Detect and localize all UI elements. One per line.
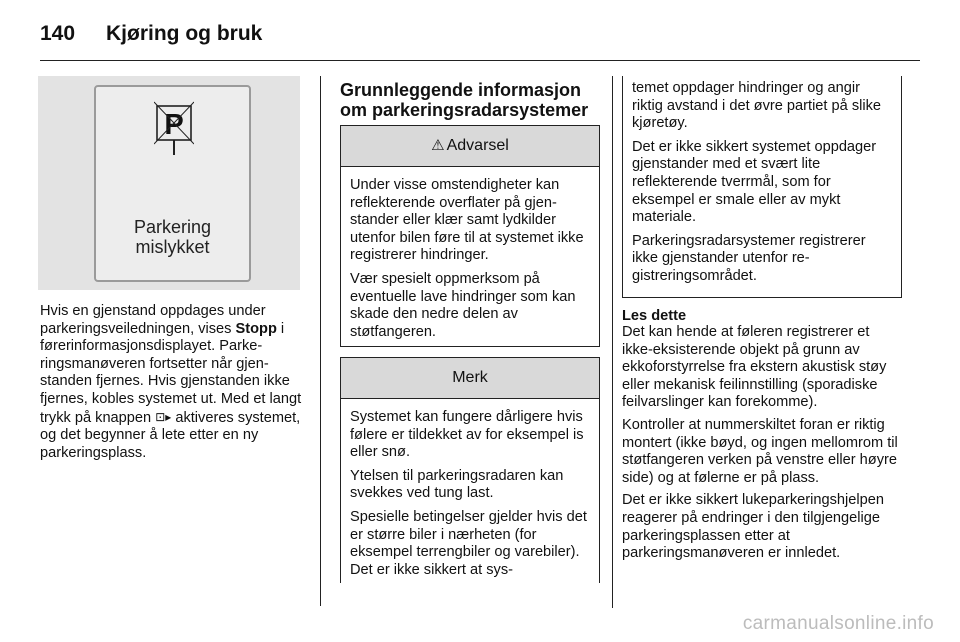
section-title: Grunnleggende informasjon om parkeringsradarsystemer — [340, 80, 589, 120]
note-continued-body — [623, 76, 901, 298]
column-divider-1 — [320, 76, 321, 606]
text-run: aktiveres systemet, og det begynner å lete etter en ny parkeringsplass. — [40, 409, 301, 461]
caption-line-2: mislykket — [135, 237, 210, 257]
warning-header — [341, 126, 599, 167]
note-paragraph: temet oppdager hindringer og angir riktig avstand i det øvre partiet på slike kjøretøy. — [632, 80, 882, 132]
park-assist-button-icon: ⊡▸ — [155, 409, 172, 424]
watermark: carmanualsonline.info — [742, 613, 934, 634]
display-screen — [94, 85, 251, 282]
body-paragraph — [40, 303, 304, 462]
page-header — [40, 22, 262, 46]
figure-caption — [96, 217, 249, 257]
body-paragraph: Det kan hende at føleren registrerer et ikke-eksisterende objekt på grunn av ekkoforstyrrelse fra ekstern akustisk støy eller mekanisk feilinnstilling (sporadiske feilvarslinger kan forekomme). — [622, 324, 887, 411]
caption-line-1: Parkering — [133, 217, 212, 237]
warning-triangle-icon: ⚠ — [431, 137, 445, 154]
warning-paragraph: Under visse omstendigheter kan reflekterende overflater på gjenstander eller klær samt lydkilder utenfor bilen føre til at systemet ikke registrerer hindringer. — [350, 177, 584, 264]
column-divider-2 — [612, 76, 613, 608]
note-box-continued — [622, 76, 902, 298]
warning-paragraph: Vær spesielt oppmerksom på eventuelle lave hindringer som kan skade den nedre delen av støtfangeren. — [350, 270, 576, 340]
note-title: Merk — [452, 369, 488, 386]
parking-p-icon — [154, 101, 194, 173]
note-paragraph: Det er ikke sikkert systemet oppdager gjenstander med et svært lite reflekterende tverrmål, som for eksempel er smale eller av mykt materiale. — [632, 138, 877, 226]
text-run: Hvis en gjenstand oppdages under parkeringsveiledningen, vises — [40, 303, 266, 337]
column-3-text — [622, 308, 904, 568]
svg-text:P: P — [164, 109, 184, 141]
note-header — [341, 358, 599, 399]
body-paragraph: Kontroller at nummerskiltet foran er riktig montert (ikke bøyd, og ingen mellomrom til støtfangeren verken på venstre eller høyre side) og at følerne er på plass. — [622, 416, 898, 486]
note-paragraph: Parkeringsradarsystemer registrerer ikke gjenstander utenfor registreringsområdet. — [632, 232, 866, 284]
warning-title: Advarsel — [446, 137, 509, 154]
page-number: 140 — [40, 22, 76, 45]
column-1-text — [40, 303, 304, 468]
text-run: i førerinformasjonsdisplayet. Parkeringsmanøveren fortsetter når gjenstanden fjernes. Hvis gjenstanden ikke fjernes, kobles systemet ut. Med et langt trykk på knappen — [40, 320, 302, 426]
header-rule — [40, 60, 920, 61]
stop-label: Stopp — [235, 320, 277, 337]
note-paragraph: Ytelsen til parkeringsradaren kan svekkes ved tung last. — [350, 467, 564, 502]
body-paragraph: Det er ikke sikkert lukeparkeringshjelpen reagerer på endringer i den tilgjengelige parkeringsplassen etter at parkeringsmanøveren er innledet. — [622, 492, 884, 562]
note-box — [340, 357, 600, 583]
chapter-title: Kjøring og bruk — [106, 22, 263, 45]
read-this-title: Les dette — [622, 308, 687, 324]
note-body — [341, 399, 599, 591]
warning-box — [340, 125, 600, 347]
warning-body — [341, 167, 599, 353]
note-paragraph: Systemet kan fungere dårligere hvis følere er tildekket av for eksempel is eller snø. — [350, 409, 584, 461]
note-paragraph: Spesielle betingelser gjelder hvis det er større biler i nærheten (for eksempel terrengbiler og varebiler). Det er ikke sikkert at sys- — [350, 508, 587, 578]
